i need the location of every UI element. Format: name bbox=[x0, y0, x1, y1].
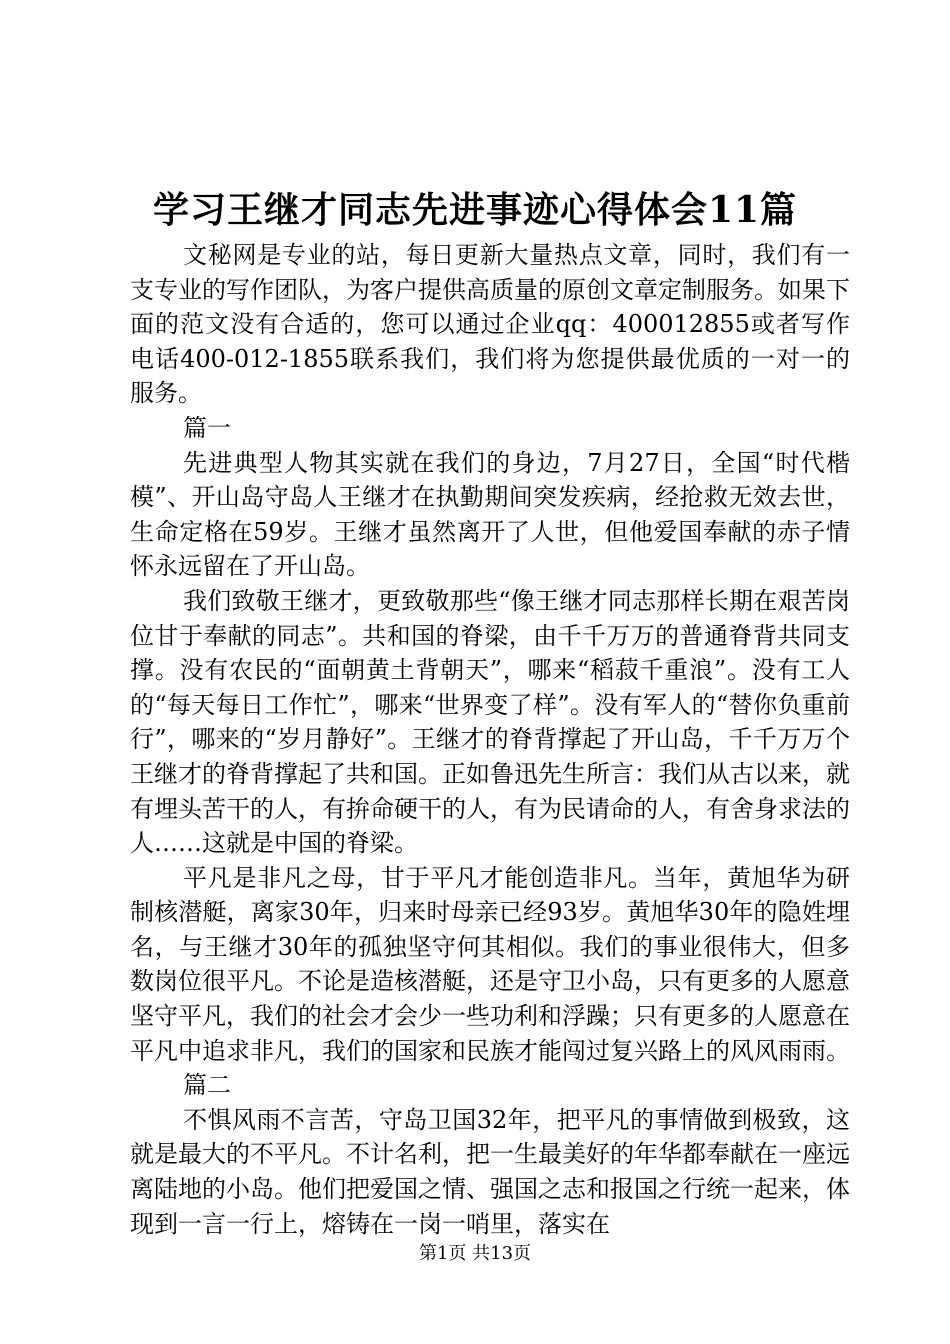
intro-paragraph: 文秘网是专业的站，每日更新大量热点文章，同时，我们有一支专业的写作团队，为客户提供高质量的原创文章定制服务。如果下面的范文没有合适的，您可以通过企业qq：400012855或者写作电话400-012-1855联系我们，我们将为您提供最优质的一对一的服务。 bbox=[130, 241, 850, 408]
section-heading-1: 篇一 bbox=[183, 413, 231, 442]
document-title: 学习王继才同志先进事迹心得体会11篇 bbox=[152, 189, 798, 231]
section1-paragraph-1: 先进典型人物其实就在我们的身边，7月27日，全国“时代楷模”、开山岛守岛人王继才在执勤期间突发疾病，经抢救无效去世，生命定格在59岁。王继才虽然离开了人世，但他爱国奉献的赤子情怀永远留在了开山岛。 bbox=[130, 448, 850, 581]
section1-paragraph-3: 平凡是非凡之母，甘于平凡才能创造非凡。当年，黄旭华为研制核潜艇，离家30年，归来时母亲已经93岁。黄旭华30年的隐姓埋名，与王继才30年的孤独坚守何其相似。我们的事业很伟大，但多数岗位很平凡。不论是造核潜艇，还是守卫小岛，只有更多的人愿意坚守平凡，我们的社会才会少一些功利和浮躁；只有更多的人愿意在平凡中追求非凡，我们的国家和民族才能闯过复兴路上的风风雨雨。 bbox=[130, 863, 850, 1065]
document-body bbox=[130, 238, 850, 1241]
section1-paragraph-2: 我们致敬王继才，更致敬那些“像王继才同志那样长期在艰苦岗位甘于奉献的同志”。共和国的脊梁，由千千万万的普通脊背共同支撑。没有农民的“面朝黄土背朝天”，哪来“稻菽千重浪”。没有工人的“每天每日工作忙”，哪来“世界变了样”。没有军人的“替你负重前行”，哪来的“岁月静好”。王继才的脊背撑起了开山岛，千千万万个王继才的脊背撑起了共和国。正如鲁迅先生所言：我们从古以来，就有埋头苦干的人，有拚命硬干的人，有为民请命的人，有舍身求法的人……这就是中国的脊梁。 bbox=[130, 586, 850, 858]
section-heading-2: 篇二 bbox=[183, 1071, 231, 1100]
page-footer: 第1页 共13页 bbox=[418, 1243, 532, 1264]
section2-paragraph-1: 不惧风雨不言苦，守岛卫国32年，把平凡的事情做到极致，这就是最大的不平凡。不计名利，把一生最美好的年华都奉献在一座远离陆地的小岛。他们把爱国之情、强国之志和报国之行统一起来，体现到一言一行上，熔铸在一岗一哨里，落实在 bbox=[130, 1105, 850, 1238]
